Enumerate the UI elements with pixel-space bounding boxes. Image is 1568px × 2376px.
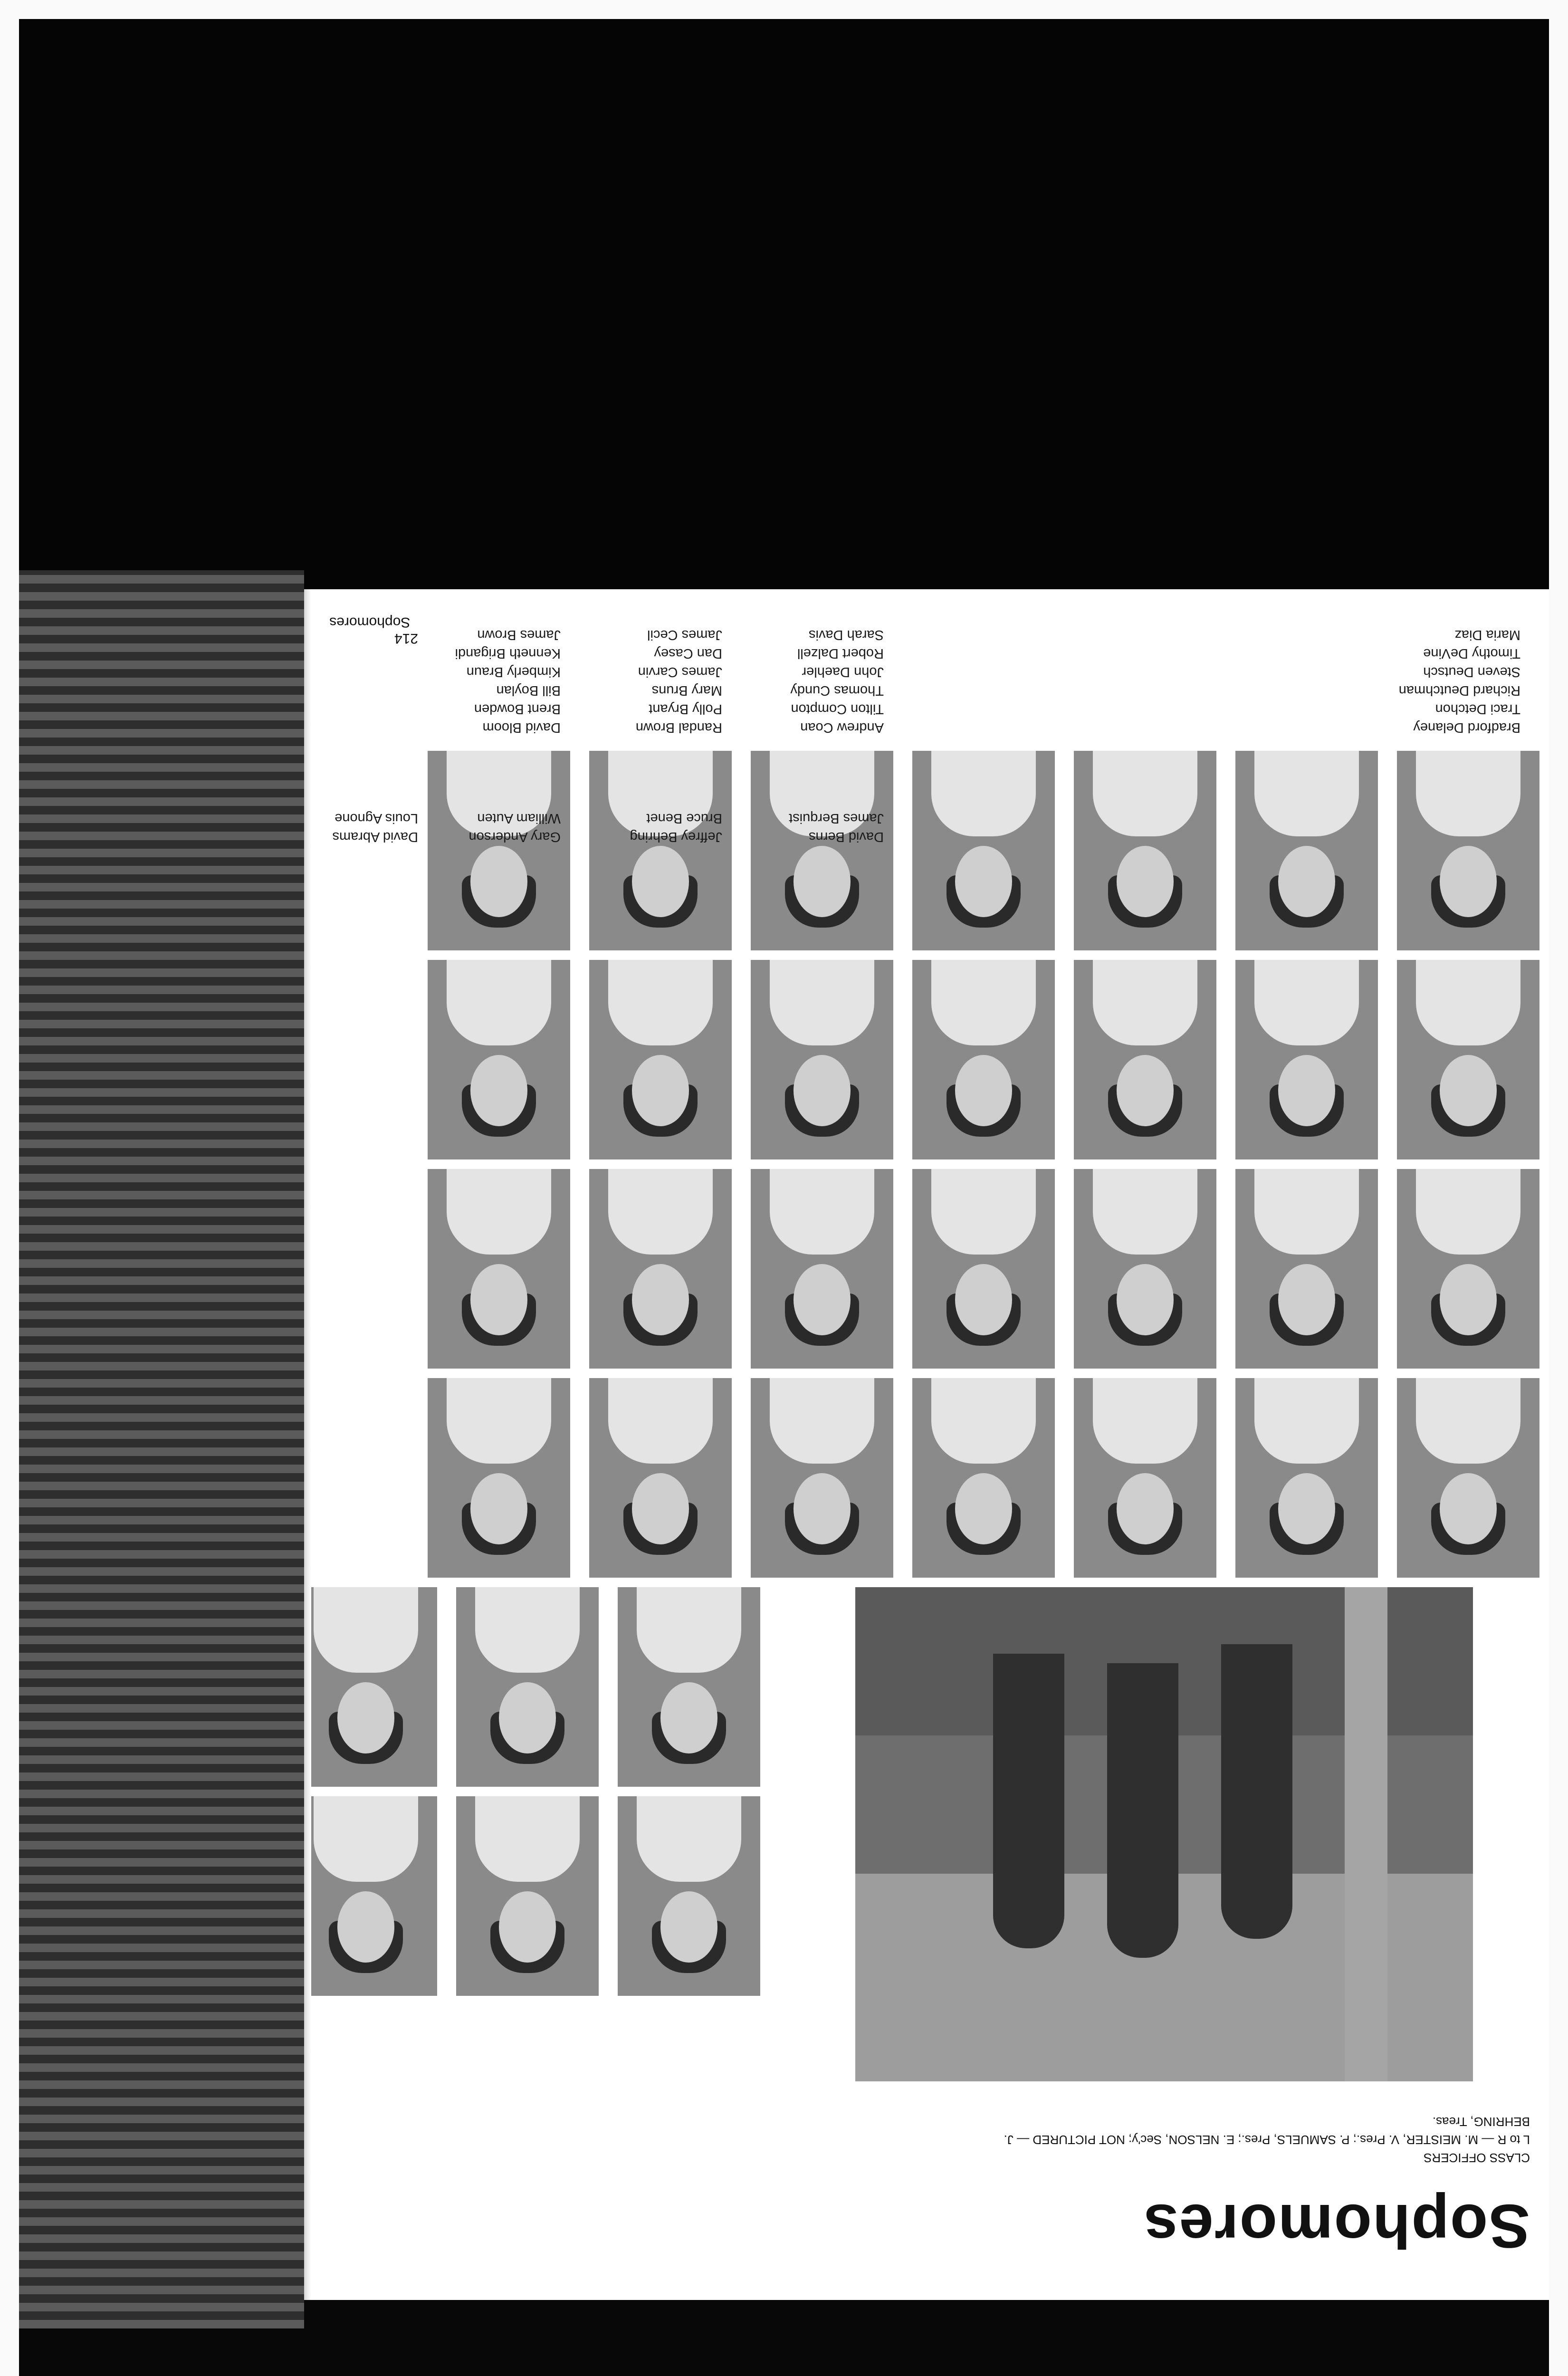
student-name: Traci Detchon <box>1435 701 1520 717</box>
officers-names: L to R — M. MEISTER, V. Pres.; P. SAMUELS, Pres.; E. NELSON, Sec'y; NOT PICTURED — J. BEHRING, Treas. <box>1004 2115 1530 2147</box>
portrait-photo <box>751 1169 893 1369</box>
student-name: Randal Brown <box>635 720 722 735</box>
page-number: 214 <box>394 631 418 646</box>
name-list <box>789 809 884 846</box>
portrait-photo <box>456 1587 599 1787</box>
portrait-photo <box>428 960 570 1159</box>
officer-figure <box>1107 1663 1178 1958</box>
portrait-photo <box>428 751 570 950</box>
portrait-photo <box>1397 1378 1539 1578</box>
officer-figure <box>1221 1644 1292 1939</box>
student-name: Timothy DeVine <box>1423 646 1520 661</box>
student-name: Polly Bryant <box>649 701 722 717</box>
portrait-photo <box>589 960 732 1159</box>
portrait-photo <box>295 1587 437 1787</box>
student-name: Gary Anderson <box>468 829 561 844</box>
portrait-photo <box>912 1378 1055 1578</box>
portrait-photo <box>589 1378 732 1578</box>
portrait-photo <box>1397 751 1539 950</box>
student-name: Bruce Benet <box>646 811 722 826</box>
name-list <box>1399 625 1520 737</box>
name-list <box>455 625 561 737</box>
student-name: Robert Dalzell <box>797 646 884 661</box>
student-name: David Abrams <box>332 829 418 844</box>
portrait-photo <box>1235 1169 1378 1369</box>
portrait-photo <box>1235 1378 1378 1578</box>
student-name: Mary Bruns <box>651 683 722 698</box>
student-name: John Daehler <box>802 664 884 680</box>
portrait-photo <box>428 1169 570 1369</box>
student-name: David Bloom <box>482 720 561 735</box>
name-list <box>332 809 418 846</box>
portrait-photo <box>1074 1378 1216 1578</box>
left-page <box>304 589 1549 2300</box>
student-name: Thomas Cundy <box>790 683 884 698</box>
student-name: Kimberly Braun <box>466 664 561 680</box>
portrait-photo <box>751 1378 893 1578</box>
portrait-photo <box>589 1169 732 1369</box>
student-name: Bill Boylan <box>496 683 561 698</box>
student-name: James Cecil <box>647 627 722 642</box>
student-name: Dan Casey <box>654 646 722 661</box>
portrait-photo <box>1074 960 1216 1159</box>
name-list <box>636 625 722 737</box>
folio-label: Sophomores <box>329 614 411 630</box>
student-name: Maria Diaz <box>1454 627 1520 642</box>
student-name: James Brown <box>477 627 561 642</box>
portrait-photo <box>618 1796 760 1996</box>
section-title: Sophomores <box>1143 2192 1530 2261</box>
portrait-photo <box>1397 960 1539 1159</box>
student-name: Jeffrey Behring <box>630 829 722 844</box>
portrait-photo <box>1397 1169 1539 1369</box>
student-name: James Berquist <box>789 811 884 826</box>
portrait-photo <box>295 1796 437 1996</box>
student-name: James Carvin <box>638 664 722 680</box>
portrait-photo <box>912 751 1055 950</box>
student-name: Bradford Delaney <box>1413 720 1520 735</box>
portrait-photo <box>1074 1169 1216 1369</box>
student-name: Kenneth Brigandi <box>455 646 561 661</box>
student-name: Sarah Davis <box>809 627 884 642</box>
class-officers-photo <box>855 1587 1473 2081</box>
officer-figure <box>993 1654 1064 1948</box>
student-name: William Auten <box>477 811 561 826</box>
name-list <box>630 809 722 846</box>
name-list <box>790 625 884 737</box>
officers-heading: CLASS OFFICERS <box>1424 2151 1530 2165</box>
portrait-photo <box>1235 751 1378 950</box>
portrait-photo <box>751 751 893 950</box>
portrait-photo <box>1074 751 1216 950</box>
portrait-photo <box>618 1587 760 1787</box>
portrait-photo <box>589 751 732 950</box>
student-name: Tilton Compton <box>791 701 884 717</box>
student-name: Richard Deutchman <box>1398 683 1520 698</box>
binding-edge <box>19 570 304 2328</box>
page-folio <box>304 614 418 646</box>
student-name: Louis Agnone <box>335 811 418 826</box>
binding-dark-area <box>19 19 1549 589</box>
portrait-photo <box>912 960 1055 1159</box>
name-list <box>469 809 561 846</box>
portrait-photo <box>1235 960 1378 1159</box>
student-name: David Berns <box>809 829 884 844</box>
class-officers-caption <box>960 2113 1530 2167</box>
student-name: Steven Deutsch <box>1423 664 1520 680</box>
student-name: Andrew Coan <box>800 720 884 735</box>
portrait-photo <box>456 1796 599 1996</box>
portrait-photo <box>751 960 893 1159</box>
portrait-photo <box>428 1378 570 1578</box>
portrait-photo <box>912 1169 1055 1369</box>
photo-pillar <box>1345 1587 1387 2081</box>
student-name: Brent Bowden <box>474 701 561 717</box>
